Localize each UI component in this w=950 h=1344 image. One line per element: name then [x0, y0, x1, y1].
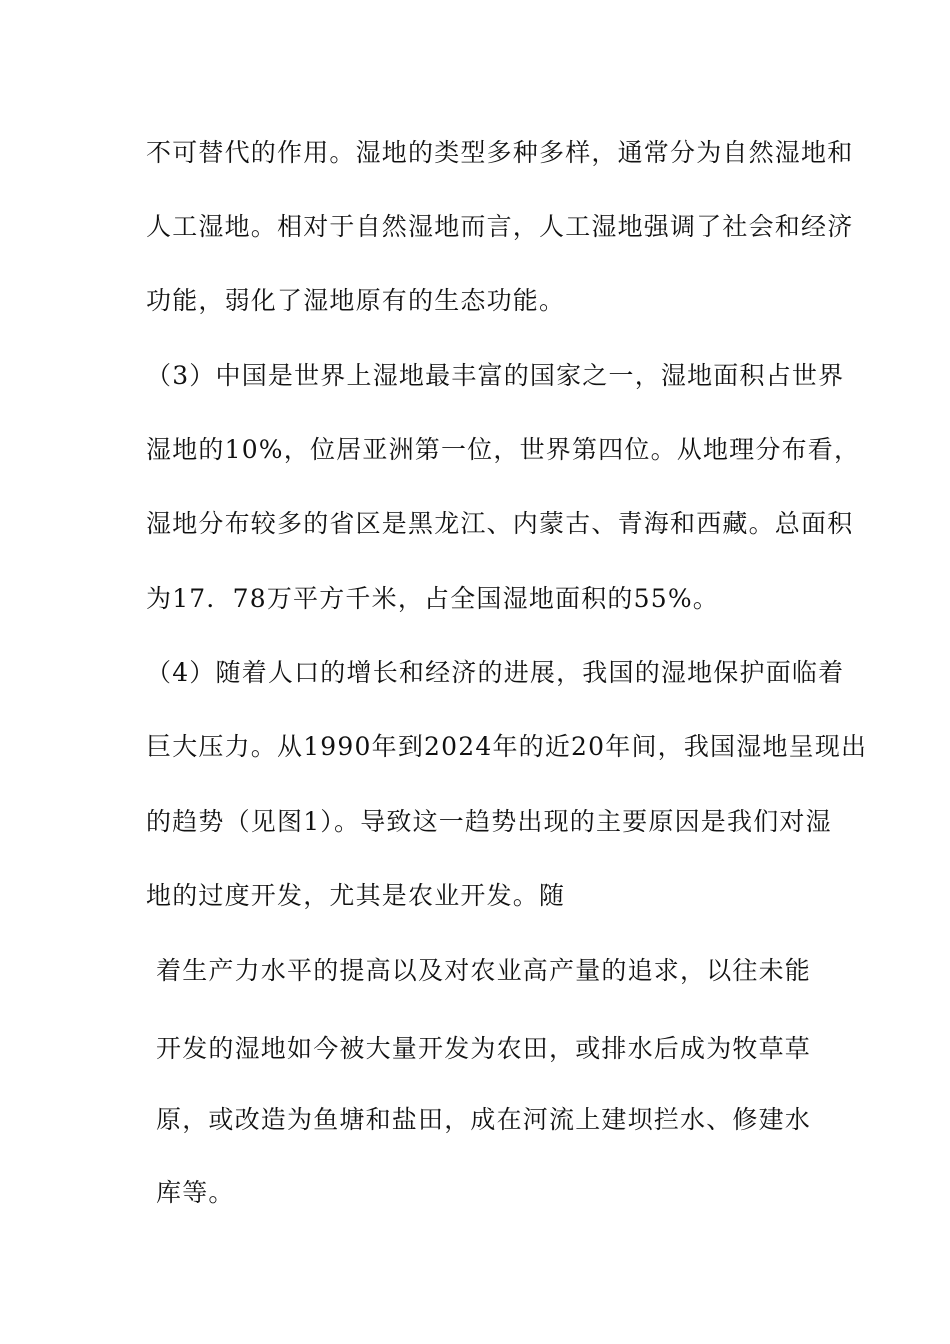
- paragraph-4-start: （4）随着人口的增长和经济的进展，我国的湿地保护面临着: [146, 658, 845, 687]
- paragraph-3-start: （3）中国是世界上湿地最丰富的国家之一，湿地面积占世界: [146, 361, 845, 390]
- text-line: 巨大压力。从1990年到2024年的近20年间，我国湿地呈现出: [146, 732, 868, 761]
- text-line: 湿地分布较多的省区是黑龙江、内蒙古、青海和西藏。总面积: [146, 509, 854, 538]
- text-line: 地的过度开发，尤其是农业开发。随: [146, 881, 566, 910]
- text-line: 人工湿地。相对于自然湿地而言，人工湿地强调了社会和经济: [146, 212, 854, 241]
- text-line: 原，或改造为鱼塘和盐田，成在河流上建坝拦水、修建水: [156, 1105, 812, 1134]
- text-line: 为17．78万平方千米，占全国湿地面积的55%。: [146, 584, 719, 613]
- text-line: 不可替代的作用。湿地的类型多种多样，通常分为自然湿地和: [146, 138, 854, 167]
- text-line: 的趋势（见图1）。导致这一趋势出现的主要原因是我们对湿: [146, 807, 832, 836]
- text-line: 库等。: [156, 1178, 235, 1207]
- text-line: 湿地的10%，位居亚洲第一位，世界第四位。从地理分布看，: [146, 435, 861, 464]
- text-line: 开发的湿地如今被大量开发为农田，或排水后成为牧草草: [156, 1034, 812, 1063]
- text-line: 着生产力水平的提高以及对农业高产量的追求，以往未能: [156, 956, 812, 985]
- text-line: 功能，弱化了湿地原有的生态功能。: [146, 286, 566, 315]
